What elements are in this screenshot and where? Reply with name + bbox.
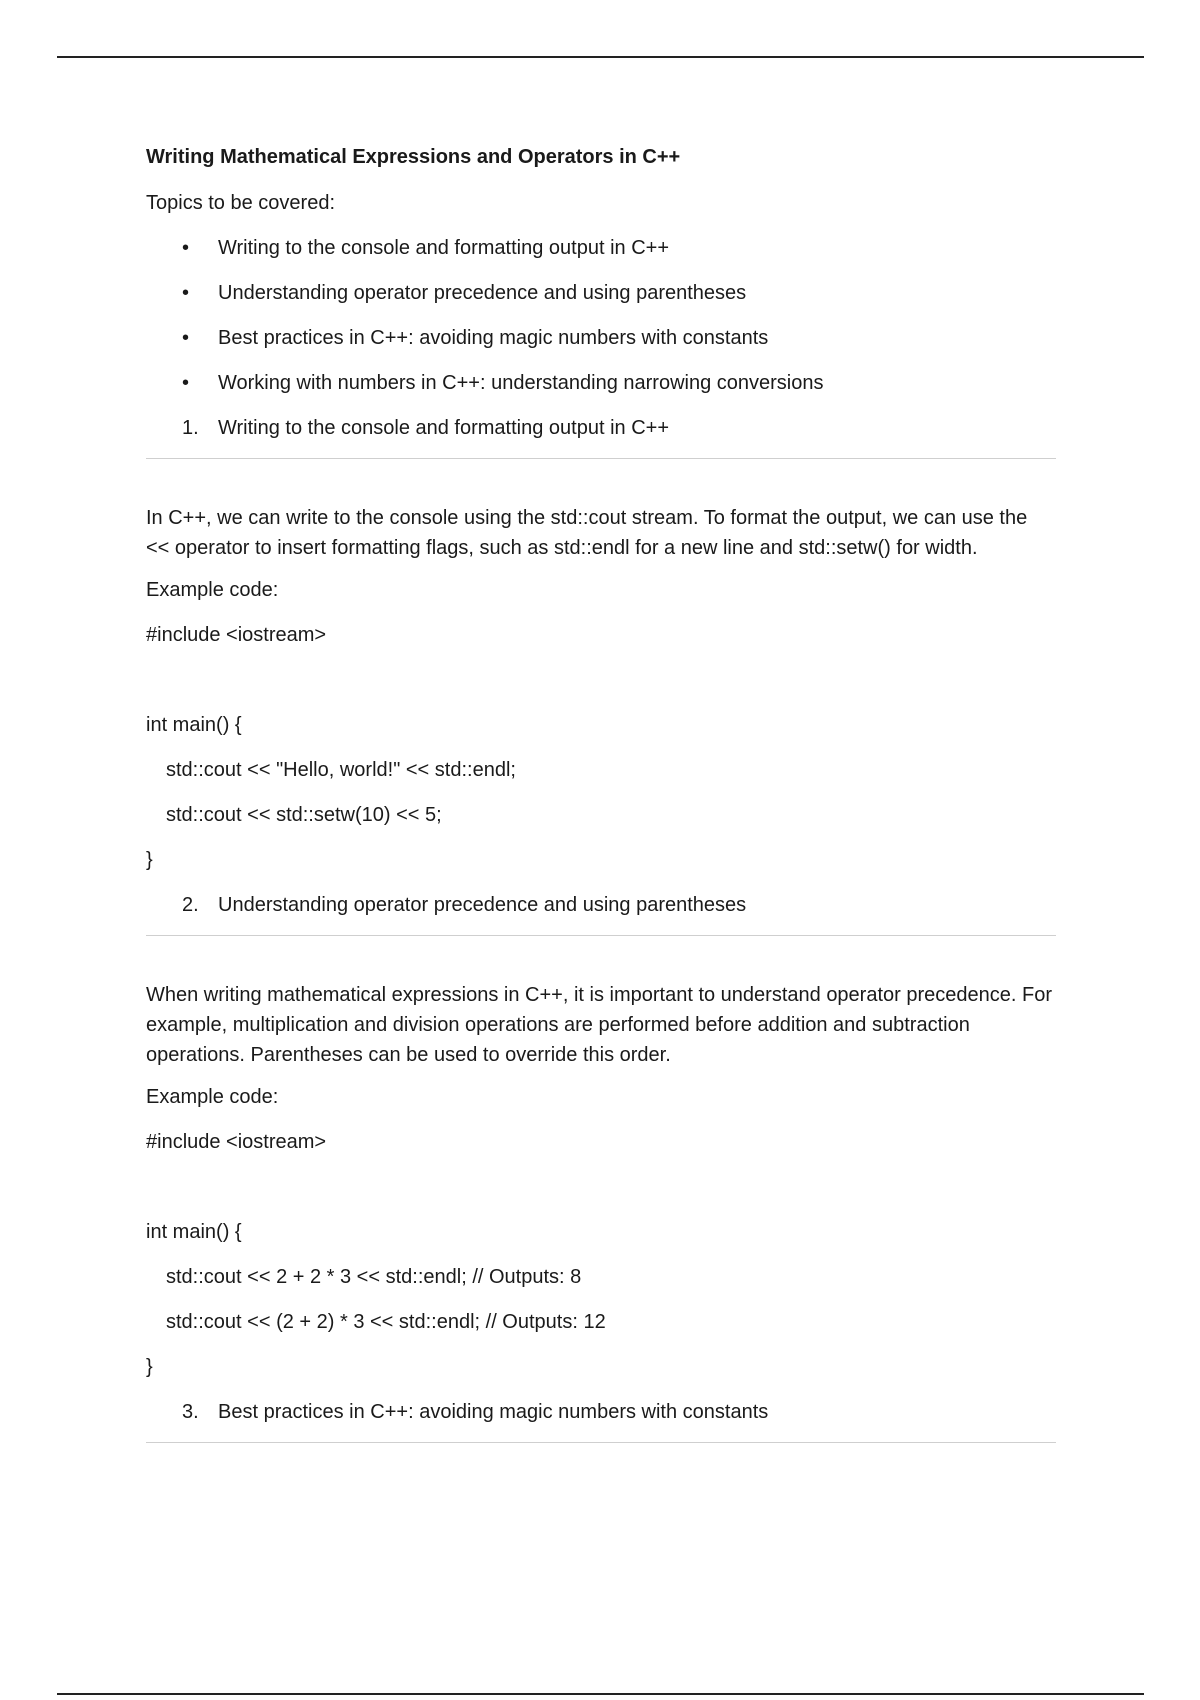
list-item [146, 323, 1056, 353]
example-code-label: Example code: [146, 579, 279, 601]
bullet-icon: • [182, 372, 190, 394]
section-divider [146, 1442, 1056, 1443]
example-code-label: Example code: [146, 1086, 279, 1108]
code-line: std::cout << 2 + 2 * 3 << std::endl; // Outputs: 8 [166, 1266, 582, 1288]
page-top-rule [57, 56, 1144, 58]
code-line: std::cout << (2 + 2) * 3 << std::endl; // Outputs: 12 [166, 1311, 606, 1333]
document-title: Writing Mathematical Expressions and Operators in C++ [146, 146, 681, 168]
section-heading-text: Best practices in C++: avoiding magic numbers with constants [218, 1401, 769, 1423]
section-heading-text: Understanding operator precedence and using parentheses [218, 894, 747, 916]
bullet-icon: • [182, 237, 190, 259]
section-1-heading [146, 413, 1056, 443]
bullet-icon: • [182, 327, 190, 349]
code-main-close: } [146, 1356, 153, 1378]
list-item [146, 368, 1056, 398]
section-2-heading [146, 890, 1056, 920]
topics-intro: Topics to be covered: [146, 192, 335, 214]
topic-text: Best practices in C++: avoiding magic numbers with constants [218, 327, 769, 349]
bullet-icon: • [182, 282, 190, 304]
code-main-open: int main() { [146, 1221, 242, 1243]
code-include: #include <iostream> [146, 624, 327, 646]
section-2-paragraph: When writing mathematical expressions in C++, it is important to understand operator precedence. For example, multiplication and division operations are performed before addition and subtraction operations. Parentheses can be used to override this order. [146, 984, 1052, 1066]
code-blank-line [146, 1172, 1056, 1217]
code-blank-line [146, 665, 1056, 710]
topic-text: Understanding operator precedence and using parentheses [218, 282, 747, 304]
section-divider [146, 458, 1056, 459]
code-include: #include <iostream> [146, 1131, 327, 1153]
section-divider [146, 935, 1056, 936]
code-main-open: int main() { [146, 714, 242, 736]
code-main-close: } [146, 849, 153, 871]
section-number: 2. [182, 894, 199, 916]
section-3-heading [146, 1397, 1056, 1427]
topic-text: Working with numbers in C++: understanding narrowing conversions [218, 372, 824, 394]
list-item [146, 233, 1056, 263]
topics-list [146, 233, 1056, 398]
list-item [146, 278, 1056, 308]
section-1-paragraph: In C++, we can write to the console using the std::cout stream. To format the output, we can use the << operator to insert formatting flags, such as std::endl for a new line and std::setw() for width. [146, 507, 1028, 559]
code-line: std::cout << std::setw(10) << 5; [166, 804, 442, 826]
section-number: 3. [182, 1401, 199, 1423]
topic-text: Writing to the console and formatting output in C++ [218, 237, 670, 259]
document-body [146, 142, 1056, 1487]
page-bottom-rule [57, 1693, 1144, 1695]
section-number: 1. [182, 417, 199, 439]
section-heading-text: Writing to the console and formatting output in C++ [218, 417, 670, 439]
code-line: std::cout << "Hello, world!" << std::endl; [166, 759, 516, 781]
